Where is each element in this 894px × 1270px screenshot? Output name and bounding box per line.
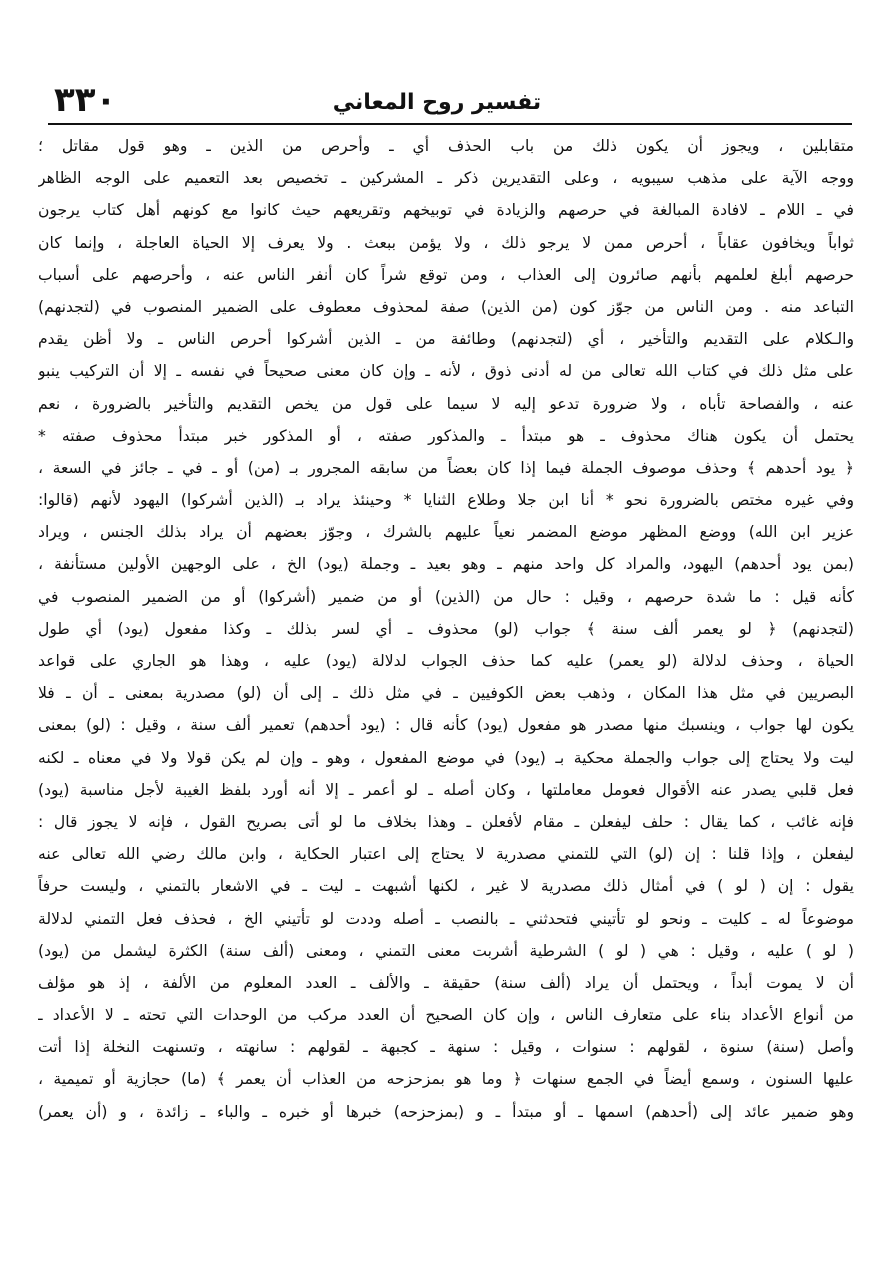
page-header (48, 78, 826, 122)
text-line: يكون لها جواب ، وينسبك منها مصدر هو مفعول (يود) كأنه قال : (يود أحدهم) تعمير ألف سنة ، وقيل : (لو) بمعنى (38, 716, 854, 735)
text-line: متقابلين ، ويجوز أن يكون ذلك من باب الحذف أي ـ وأحرص من الذين ـ وهو قول مقاتل ؛ (38, 137, 854, 155)
text-line: ووجه الآية على مذهب سيبويه ، وعلى التقديرين ذكر ـ المشركين ـ تخصيص بعد التعميم على الوجه الظاهر (38, 169, 854, 188)
text-line: وفي غيره مختص بالضرورة نحو * أنا ابن جلا وطلاع الثنايا * وحينئذ يراد بـ (الذين أشركوا) اليهود لأنهم (قالوا: (38, 491, 854, 510)
text-line: عليها السنون ، وسمع أيضاً في الجمع سنهات ﴿ وما هو بمزحزحه من العذاب أن يعمر ﴾ (ما) حجازية أو تميمية ، (38, 1070, 854, 1089)
text-line: من أنواع الأعداد بناء على متعارف الناس ، وإن كان الصحيح أن العدد مركب من الوحدات التي تحته ـ لا الأعداد ـ (38, 1006, 854, 1025)
text-line: التباعد منه . ومن الناس من جوّز كون (من الذين) صفة لمحذوف معطوف على الضمير المنصوب في (لتجدنهم) (38, 297, 854, 316)
text-line: حرصهم أبلغ لعلمهم بأنهم صائرون إلى العذاب ، ومن توقع شراً كان أنفر الناس عنه ، وأحرصهم على أسباب (38, 265, 854, 284)
text-line: وهو ضمير عائد إلى (أحدهم) اسمها ـ أو مبتدأ ـ و (بمزحزحه) خبرها أو خبره ـ والباء ـ زائدة ، و (أن يعمر) (38, 1102, 854, 1121)
text-line: ﴿ يود أحدهم ﴾ وحذف موصوف الجملة فيما إذا كان بعضاً من سابقه المجرور بـ (من) أو ـ في ـ جائز في السعة ، (38, 458, 854, 477)
text-line: (لتجدنهم) ﴿ لو يعمر ألف سنة ﴾ جواب (لو) محذوف ـ أي لسر بذلك ـ وكذا مفعول (يود) أي طول (38, 619, 854, 638)
body-text (38, 130, 854, 1128)
text-line: كأنه قيل : ما شدة حرصهم ، وقيل : حال من (الذين) أو من ضمير (أشركوا) أو من الضمير المنصوب في (38, 587, 854, 606)
text-line: ليت ولا يحتاج إلى جواب والجملة محكية بـ (يود) في موضع المفعول ، وهو ـ وإن لم يكن قولا ولا في معناه ـ لكنه (38, 748, 854, 767)
text-line: يقول : إن ( لو ) في أمثال ذلك مصدرية لا غير ، لكنها أشبهت ـ ليت ـ في الاشعار بالتمني ، وليست حرفاً (38, 877, 854, 896)
text-line: موضوعاً له ـ كليت ـ ونحو لو تأتيني فتحدثني ـ بالنصب ـ أصله وددت لو تأتيني الخ ، فحذف فعل التمني لدلالة (38, 909, 854, 928)
text-line: (بمن يود أحدهم) اليهود، والمراد كل واحد منهم ـ وهو بعيد ـ وجملة (يود) الخ ، على الوجهين الأولين مستأنفة ، (38, 555, 854, 574)
text-line: عنه ، والفصاحة تأباه ، ولا ضرورة تدعو إليه لا سيما على قول من يخص التقديم والتأخير بالضرورة ، نعم (38, 394, 854, 413)
text-line: على مثل ذلك في كتاب الله تعالى من له أدنى ذوق ، لأنه ـ وإن كان معنى صحيحاً في نفسه ـ إلا أن التركيب ينبو (38, 362, 854, 381)
text-line: يحتمل أن يكون هناك محذوف ـ هو مبتدأ ـ والمذكور صفته ، أو المذكور خبر مبتدأ محذوف صفته * (38, 426, 854, 445)
text-line: عزير ابن الله) ووضع المظهر موضع المضمر نعياً عليهم بالشرك ، وجوّز بعضهم أن يراد بذلك الجنس ، ويراد (38, 523, 854, 542)
text-line: ليفعلن ، وإذا قلنا : إن (لو) التي للتمني مصدرية لا يحتاج إلى اعتبار الحكاية ، وابن مالك رضي الله تعالى عنه (38, 845, 854, 864)
text-line: ثواباً ويخافون عقاباً ، أحرص ممن لا يرجو ذلك ، ولا يؤمن ببعث . ولا يعرف إلا الحياة العاجلة ، وإنما كان (38, 233, 854, 252)
text-line: الحياة ، وحذف لدلالة (لو يعمر) عليه كما حذف الجواب لدلالة (يود) عليه ، وهذا هو الجاري على قواعد (38, 652, 854, 670)
text-line: وأصل (سنة) سنوة ، لقولهم : سنوات ، وقيل : سنهة ـ كجبهة ـ لقولهم : سانهته ، وتسنهت النخلة إذا أتت (38, 1038, 854, 1057)
text-line: والـكلام على التقديم والتأخير ، أي (لتجدنهم) وطائفة من ـ الذين أشركوا أحرص الناس ـ ولا أظن يقدم (38, 330, 854, 349)
page-number: ٣٣٠ (54, 80, 117, 120)
header-rule (48, 123, 852, 125)
running-title: تفسير روح المعاني (332, 90, 542, 115)
text-line: في ـ اللام ـ لافادة المبالغة في حرصهم والزيادة في توبيخهم وتقريعهم حيث كانوا مع كونهم أهل كتاب يرجون (38, 201, 854, 220)
text-line: البصريين في مثل هذا المكان ، وذهب بعض الكوفيين ـ في مثل ذلك ـ إلى أن (لو) مصدرية بمعنى ـ أن ـ فلا (38, 684, 854, 703)
text-line: فإنه غائب ، كما يقال : حلف ليفعلن ـ مقام لأفعلن ـ وهذا بخلاف ما لو أتى بصريح القول ، فإنه لا يجوز قال : (38, 812, 854, 831)
text-line: فعل قلبي يصدر عنه الأقوال فعومل معاملتها ، وكان أصله ـ لو أعمر ـ إلا أنه أورد بلفظ الغيبة لأجل مناسبة (يود) (38, 780, 854, 799)
text-line: أن لا يموت أبداً ، ويحتمل أن يراد (ألف سنة) حقيقة ـ والألف ـ العدد المعلوم من الألفة ، إذ هو مؤلف (38, 973, 854, 992)
text-line: ( لو ) عليه ، وقيل : هي ( لو ) الشرطية أشربت معنى التمني ، ومعنى (ألف سنة) الكثرة ليشمل من (يود) (38, 941, 854, 960)
